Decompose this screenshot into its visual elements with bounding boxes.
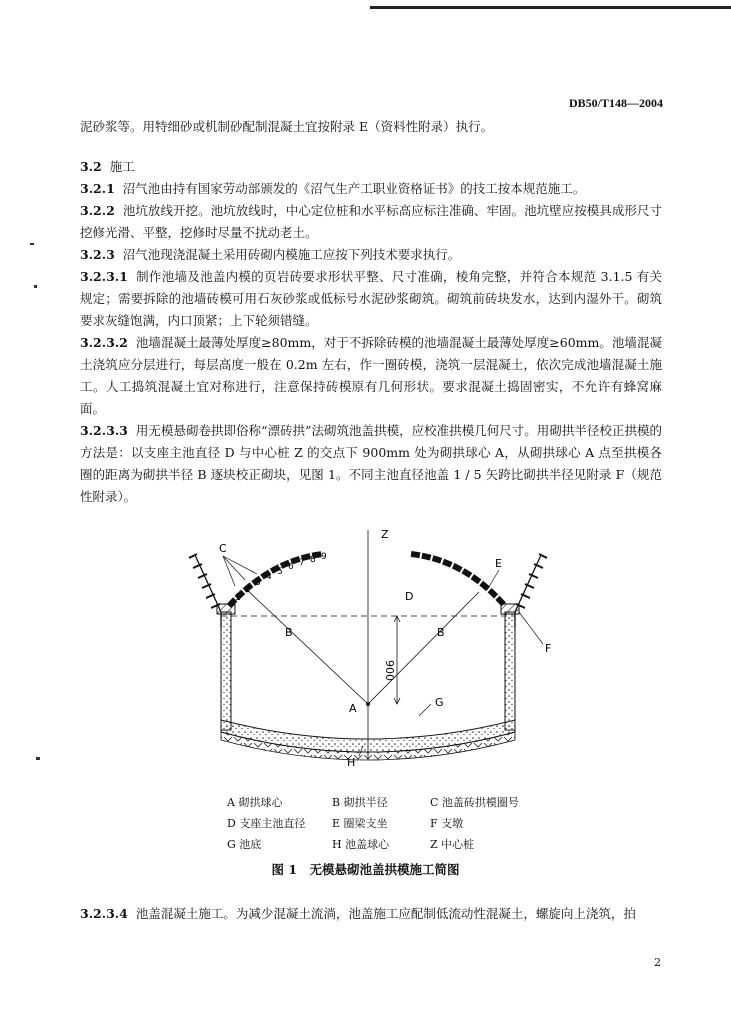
clause-text: 用无模悬砌卷拱即俗称“漂砖拱”法砌筑池盖拱模，应校准拱模几何尺寸。用砌拱半径校正拱模的方法是：以支座主池直径 D 与中心桩 Z 的交点下 900mm 处为砌拱球心 A，从砌拱球心 A 点至拱模各圈的距离为砌拱半径 B 逐块校正砌块，见图 1。不同主池直径池盖 1 / 5 矢跨比砌拱半径见附录 F（规范性附录）。 <box>80 423 662 504</box>
ring-number: 9 <box>321 552 327 562</box>
clause-text: 池坑放线开挖。池坑放线时，中心定位桩和水平标高应标注准确、牢固。池坑壁应按模具成形尺寸挖修光滑、平整，挖修时尽量不扰动老土。 <box>80 203 662 240</box>
label-d: D <box>405 590 414 603</box>
section-number: 3.2 <box>80 159 102 174</box>
scan-artifact <box>34 285 37 288</box>
clause-3-2-3-3 <box>80 420 662 508</box>
legend-row <box>227 813 547 834</box>
clause-text: 制作池墙及池盖内模的页岩砖要求形状平整、尺寸准确，棱角完整，并符合本规范 3.1.5 有关规定；需要拆除的池墙砖模可用石灰砂浆或低标号水泥砂浆砌筑。砌筑前砖块发水，达到内湿外干。砌筑要求灰缝饱满，内口顶紧；上下轮须错缝。 <box>80 269 662 328</box>
pool-wall-left <box>221 612 231 730</box>
ring-number: 5 <box>277 567 283 577</box>
section-title: 施工 <box>109 159 135 174</box>
clause-number: 3.2.1 <box>80 181 115 196</box>
ring-number: 4 <box>266 572 272 582</box>
label-b-left: B <box>285 626 293 639</box>
label-g: G <box>435 696 444 709</box>
clause-3-2-3-4 <box>80 903 662 925</box>
clause-number: 3.2.3.4 <box>80 906 128 921</box>
clause-text: 池墙混凝土最薄处厚度≥80mm，对于不拆除砖模的池墙混凝土最薄处厚度≥60mm。池墙混凝土浇筑应分层进行，每层高度一般在 0.2m 左右，作一圈砖模，浇筑一层混凝土，依次完成池墙混凝土施工。人工捣筑混凝土宜对称进行，注意保持砖模原有几何形状。要求混凝土捣固密实，不允许有蜂窝麻面。 <box>80 335 662 416</box>
paragraph-continuation: 泥砂浆等。用特细砂或机制砂配制混凝土宜按附录 E（资料性附录）执行。 <box>80 119 494 134</box>
legend-item: B 砌拱半径 <box>332 796 388 809</box>
clause-text: 池盖混凝土施工。为减少混凝土流淌，池盖施工应配制低流动性混凝土，螺旋向上浇筑，拍 <box>135 906 636 921</box>
legend-item: F 支墩 <box>430 817 464 830</box>
document-code: DB50/T148—2004 <box>568 96 663 110</box>
clause-3-2-3-2 <box>80 332 662 420</box>
ring-number: 6 <box>288 562 294 572</box>
figure-arch-construction-diagram <box>183 520 553 780</box>
label-a: A <box>349 702 357 715</box>
ring-numbers <box>235 552 327 603</box>
arch-left <box>229 554 323 606</box>
radius-line-left <box>245 588 368 704</box>
clause-number: 3.2.3 <box>80 247 115 262</box>
ring-number: 7 <box>299 558 305 568</box>
clause-3-2-3-1 <box>80 266 662 332</box>
sphere-center-a <box>366 702 370 706</box>
dimension-label: 900 <box>383 660 396 681</box>
legend-item: D 支座主池直径 <box>227 817 306 830</box>
legend-item: H 池盖球心 <box>332 838 390 851</box>
pool-wall-right <box>505 612 515 730</box>
legend-item: A 砌拱球心 <box>227 796 283 809</box>
clause-number: 3.2.3.2 <box>80 335 128 350</box>
label-b-right: B <box>437 626 445 639</box>
label-e: E <box>495 557 502 570</box>
legend-row <box>227 834 547 855</box>
ground-left <box>189 554 221 628</box>
ring-number: 8 <box>310 555 316 565</box>
page-number: 2 <box>654 956 661 969</box>
ring-number: 1 <box>235 593 241 603</box>
ground-right <box>515 554 547 628</box>
legend-item: C 池盖砖拱模圈号 <box>430 796 519 809</box>
body-text <box>80 116 662 508</box>
radius-line-right <box>368 592 479 704</box>
clause-number: 3.2.3.1 <box>80 269 128 284</box>
arch-right <box>411 554 505 606</box>
label-c: C <box>219 542 227 555</box>
label-f: F <box>545 642 552 655</box>
header-rule <box>370 6 731 9</box>
clause-3-2-3 <box>80 244 662 266</box>
figure-legend <box>227 792 547 855</box>
legend-row <box>227 792 547 813</box>
clause-3-2-1 <box>80 178 662 200</box>
legend-item: G 池底 <box>227 838 262 851</box>
label-z: Z <box>381 528 389 541</box>
ring-beam-right <box>501 604 519 614</box>
clause-text: 沼气池现浇混凝土采用砖砌内模施工应按下列技术要求执行。 <box>122 247 461 262</box>
clause-3-2-2 <box>80 200 662 244</box>
label-h: H <box>347 756 356 769</box>
section-heading <box>80 156 662 178</box>
ring-number: 3 <box>255 578 261 588</box>
clause-number: 3.2.3.3 <box>80 423 128 438</box>
figure-caption: 图 1 无模悬砌池盖拱模施工简图 <box>271 862 460 877</box>
legend-item: Z 中心桩 <box>430 838 475 851</box>
ring-number: 2 <box>245 585 251 595</box>
clause-text: 沼气池由持有国家劳动部颁发的《沼气生产工职业资格证书》的技工按本规范施工。 <box>122 181 586 196</box>
scan-artifact <box>36 757 40 760</box>
scan-artifact <box>30 243 34 245</box>
clause-number: 3.2.2 <box>80 203 115 218</box>
legend-item: E 圈梁支坐 <box>332 817 388 830</box>
